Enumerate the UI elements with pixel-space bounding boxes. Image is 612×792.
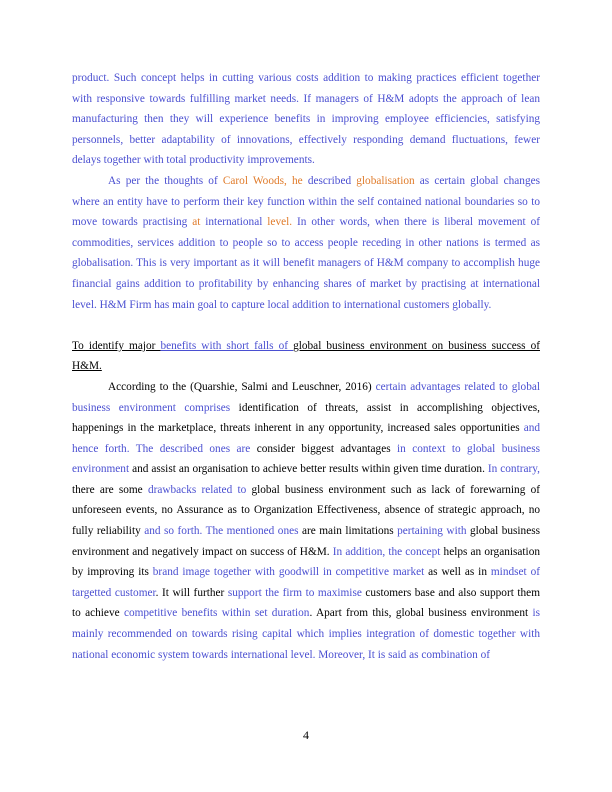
text-run: helps an organisation by improving its (72, 545, 540, 579)
text-run: there are some (72, 483, 148, 496)
paragraph-lean-manufacturing (72, 68, 540, 171)
heading-run: global business environment on business success of H&M. (72, 339, 540, 373)
text-run-highlight: pertaining with (397, 525, 467, 538)
paragraph-globalisation (72, 171, 540, 315)
text-run-highlight: brand image together with goodwill in competitive market (152, 566, 425, 579)
text-run: . Apart from this, global business environment (309, 607, 533, 620)
text-run: According to the (Quarshie, Salmi and Leuschner, 2016) (108, 380, 376, 393)
text-run-highlight: and so forth. The mentioned ones (144, 525, 299, 538)
text-run-highlight: globalisation (356, 174, 415, 187)
text-run: described (302, 174, 357, 187)
text-run-highlight: competitive benefits within set duration (123, 607, 310, 620)
heading-run: To identify major (72, 339, 161, 352)
text-run: global business environment such as lack of forewarning of unforeseen events, no Assurance as to Organization Effectiveness, absence of strategic approach, no fully reliability (72, 483, 540, 538)
blank-line (72, 315, 540, 336)
text-run-highlight: at (192, 216, 201, 229)
page-content (72, 68, 540, 665)
text-run-highlight: level. (267, 216, 293, 229)
section-heading (72, 336, 540, 377)
text-run-highlight: in context to global business environment (72, 442, 540, 476)
text-run-highlight: is mainly recommended on towards rising capital which implies integration of domestic together with national economic system towards international level. Moreover, It is said as combination of (72, 607, 540, 661)
text-run: . It will further (155, 586, 228, 599)
page-number: 4 (303, 728, 309, 742)
text-run-highlight: support the firm to maximise (227, 586, 362, 599)
text-run: consider biggest advantages (250, 442, 398, 455)
text-run: and assist an organisation to achieve better results within given time duration. (129, 463, 488, 476)
heading-run-highlight: benefits with short falls of (160, 339, 294, 352)
text-run-highlight: drawbacks related to (147, 483, 247, 496)
text-run-highlight: In addition, the concept (332, 545, 441, 558)
text-run-highlight: and hence forth. (72, 422, 540, 455)
text-run: product. Such concept helps in cutting various costs addition to making practices efficient together with responsive towards fulfilling market needs. If managers of H&M adopts the approach of lean manufacturing then they will experience benefits in improving employee efficiencies, satisfying personnels, better adaptability of innovations, effectively responding demand fluctuations, fewer delays together with total productivity improvements. (72, 72, 540, 167)
text-run: identification of threats, assist in accomplishing objectives, happenings in the marketplace, threats inherent in any opportunity, increased sales opportunities (72, 401, 540, 435)
text-run: global business environment and negatively impact on success of H&M. (72, 525, 540, 558)
text-run: as certain global changes where an entity have to perform their key function within the self contained national boundaries so to move towards practising (72, 174, 541, 229)
text-run-highlight: In contrary, (487, 463, 540, 476)
text-run-highlight: mindset of targetted customer (72, 566, 540, 599)
text-run: as well as in (424, 566, 491, 579)
text-run-highlight: certain advantages related to global business environment comprises (72, 380, 540, 414)
text-run: In other words, when there is liberal movement of commodities, services addition to people so to access people receding in other nations is termed as globalisation. This is very important as it will benefit managers of H&M company to accomplish huge financial gains addition to profitability by enhancing shares of market by practising at international level. H&M Firm has main goal to capture local addition to international customers globally. (72, 216, 540, 311)
text-run: As per the thoughts of (108, 174, 223, 187)
text-run: international (200, 216, 268, 229)
text-run: are main limitations (298, 525, 398, 538)
text-run: customers base and also support them to achieve (72, 586, 540, 620)
text-run-highlight: The described ones are (135, 442, 251, 455)
text-run-highlight: Carol Woods, he (222, 174, 303, 187)
paragraph-benefits-shortfalls (72, 377, 540, 665)
